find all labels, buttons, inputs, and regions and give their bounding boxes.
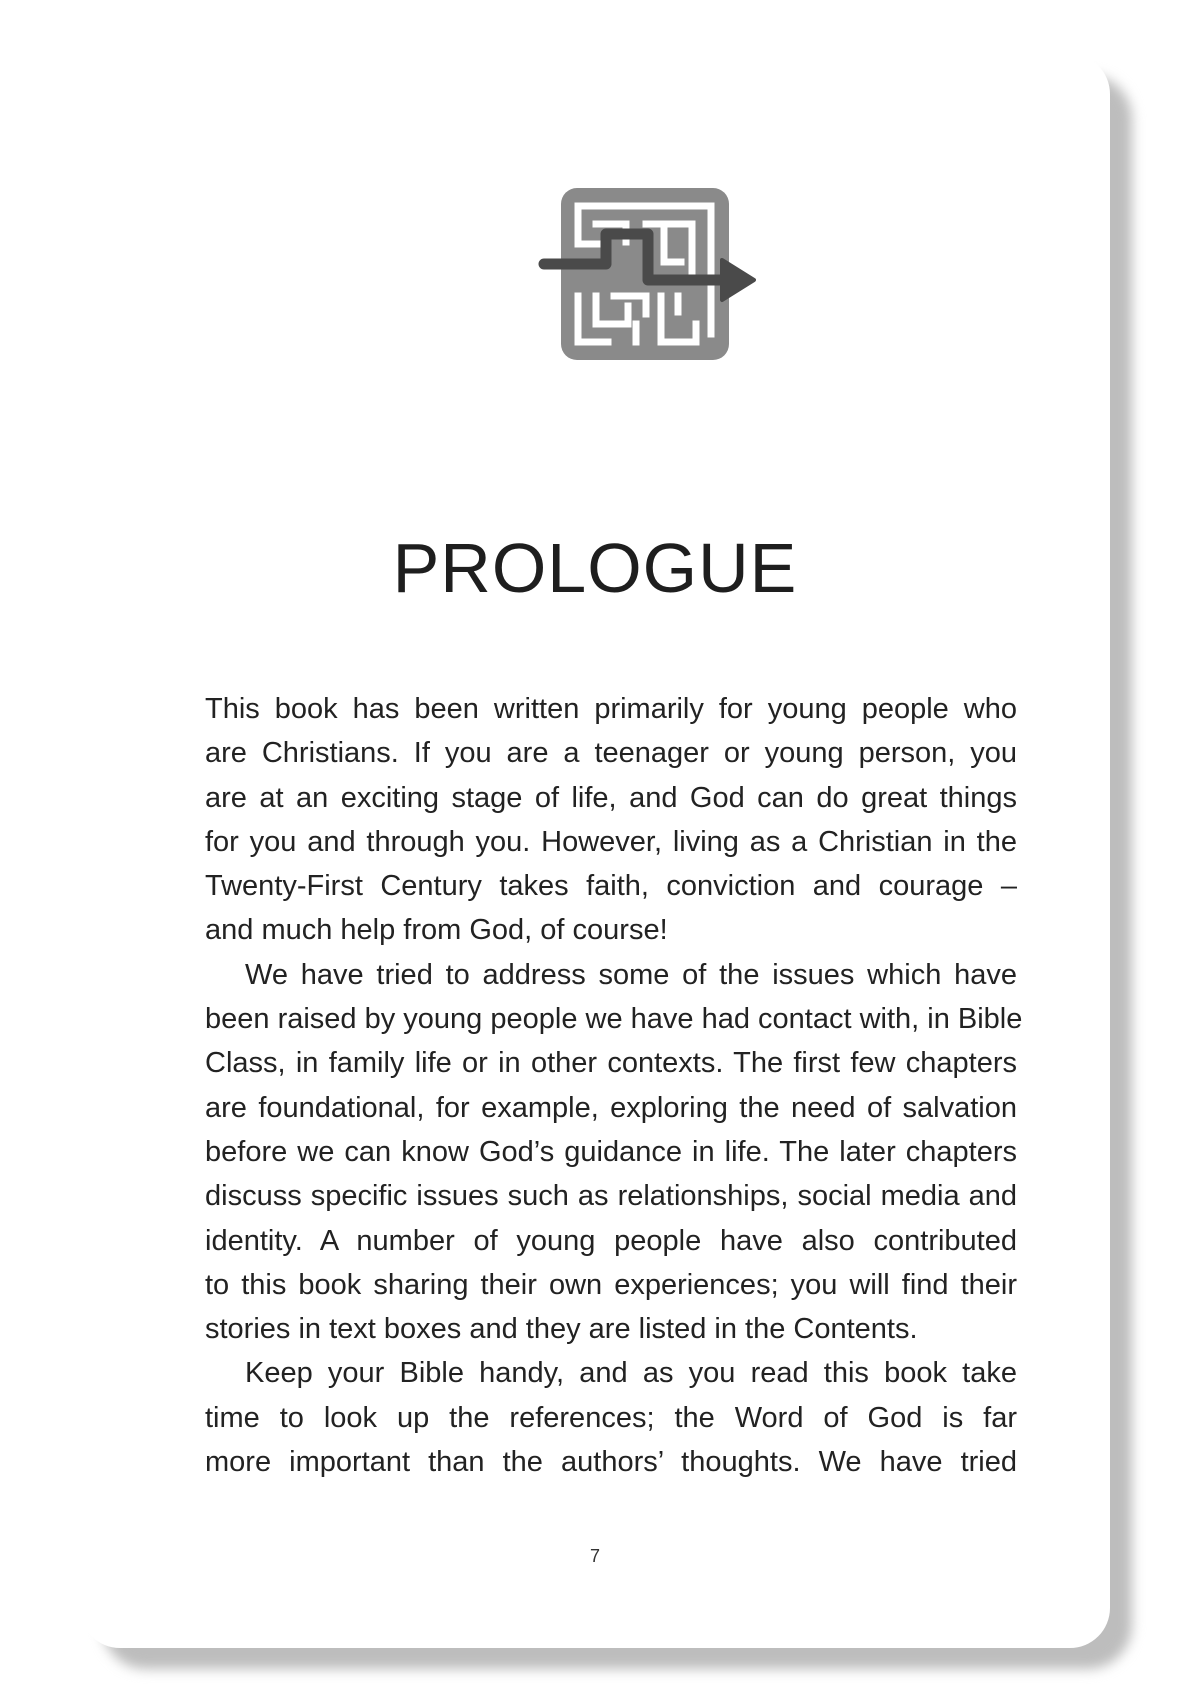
page-number: 7 <box>589 1546 600 1566</box>
paragraph-2 <box>205 953 1023 1352</box>
text-line: Keep your Bible handy, and as you read this book take <box>245 1357 1017 1390</box>
text-line: are foundational, for example, exploring the need of salvation <box>205 1091 1017 1124</box>
text-line: more important than the authors’ thoughts. We have tried <box>205 1446 1017 1479</box>
text-line: discuss specific issues such as relationships, social media and <box>205 1180 1017 1213</box>
text-line: been raised by young people we have had contact with, in Bible <box>205 1003 1023 1036</box>
text-line: before we can know God’s guidance in life. The later chapters <box>205 1135 1017 1168</box>
text-line: identity. A number of young people have also contributed <box>205 1224 1017 1257</box>
text-line: are at an exciting stage of life, and God can do great things <box>205 781 1017 814</box>
text-line: to this book sharing their own experiences; you will find their <box>205 1268 1017 1301</box>
chapter-title: PROLOGUE <box>392 529 798 607</box>
text-line: and much help from God, of course! <box>205 914 668 947</box>
text-line: stories in text boxes and they are listed in the Contents. <box>205 1313 918 1346</box>
text-line: are Christians. If you are a teenager or young person, you <box>205 737 1017 770</box>
book-page <box>80 54 1110 1648</box>
text-line: We have tried to address some of the issues which have <box>245 958 1017 991</box>
paragraph-3 <box>205 1351 1017 1484</box>
text-line: Class, in family life or in other contexts. The first few chapters <box>205 1047 1017 1080</box>
text-line: for you and through you. However, living as a Christian in the <box>205 825 1017 858</box>
text-line: time to look up the references; the Word of God is far <box>205 1401 1017 1434</box>
body-text <box>205 687 1023 1484</box>
text-line: This book has been written primarily for young people who <box>205 693 1017 725</box>
paragraph-1 <box>205 687 1017 953</box>
text-line: Twenty-First Century takes faith, conviction and courage – <box>205 870 1017 903</box>
maze-arrow-icon <box>496 184 756 384</box>
